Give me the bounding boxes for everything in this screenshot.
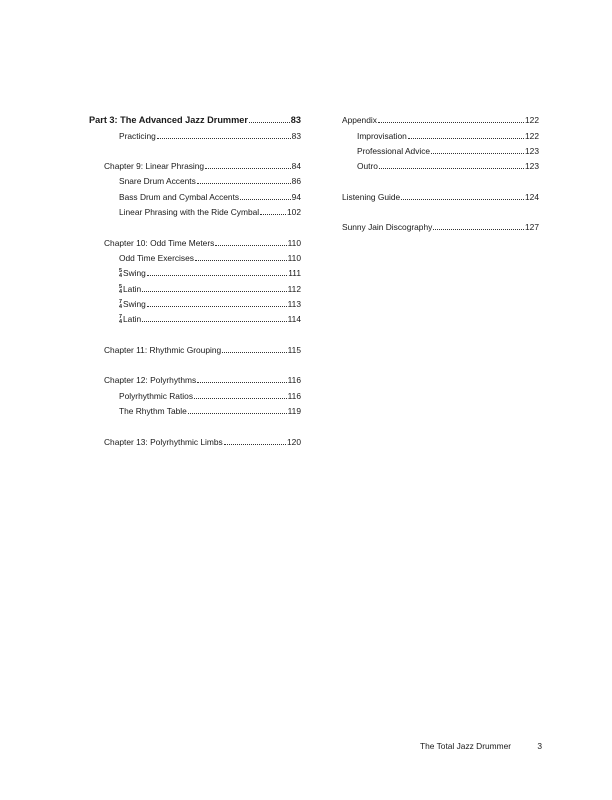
dot-leader xyxy=(195,260,287,261)
toc-spacer xyxy=(89,355,301,370)
time-signature xyxy=(119,285,122,295)
toc-entry-text: Chapter 11: Rhythmic Grouping xyxy=(104,344,222,355)
toc-entry-page: 115 xyxy=(287,344,301,355)
toc-entry-text: Bass Drum and Cymbal Accents xyxy=(119,191,240,202)
toc-entry[interactable] xyxy=(89,202,301,217)
toc-entry-label xyxy=(357,131,407,141)
toc-entry[interactable] xyxy=(89,401,301,416)
toc-entry-page: 112 xyxy=(287,283,301,294)
dot-leader xyxy=(188,413,287,414)
toc-left-column xyxy=(89,110,301,447)
toc-entry-text: Appendix xyxy=(342,115,377,126)
toc-entry-page: 113 xyxy=(287,298,301,309)
toc-entry-page: 114 xyxy=(287,314,301,325)
toc-entry-label xyxy=(119,406,187,416)
toc-entry-page: 84 xyxy=(291,161,301,172)
toc-entry-label xyxy=(342,222,432,232)
toc-entry-page: 83 xyxy=(290,115,301,126)
toc-entry-text: Snare Drum Accents xyxy=(119,176,196,187)
toc-entry[interactable] xyxy=(342,186,539,201)
toc-entry-text: Linear Phrasing with the Ride Cymbal xyxy=(119,207,260,218)
toc-entry-text: The Rhythm Table xyxy=(119,405,187,416)
time-signature xyxy=(119,269,122,279)
time-signature-top: 5 xyxy=(119,268,122,275)
dot-leader xyxy=(224,444,286,445)
toc-entry-label xyxy=(104,375,196,385)
time-signature xyxy=(119,300,122,310)
toc-entry-label xyxy=(119,176,196,186)
toc-entry-text: Swing xyxy=(123,298,146,309)
toc-entry-text: Part 3: The Advanced Jazz Drummer xyxy=(89,115,248,126)
toc-entry-text: Chapter 12: Polyrhythms xyxy=(104,375,197,386)
toc-entry[interactable] xyxy=(89,232,301,247)
dot-leader xyxy=(408,138,524,139)
time-signature-bottom: 4 xyxy=(119,303,122,310)
toc-entry-label xyxy=(104,345,221,355)
toc-entry-page: 110 xyxy=(287,237,301,248)
toc-entry-label xyxy=(104,238,214,248)
toc-entry-label xyxy=(357,161,378,171)
dot-leader xyxy=(197,183,291,184)
toc-entry[interactable] xyxy=(342,110,539,125)
toc-entry[interactable] xyxy=(89,186,301,201)
toc-entry-label xyxy=(119,131,156,141)
dot-leader xyxy=(222,352,286,353)
toc-entry[interactable] xyxy=(342,125,539,140)
dot-leader xyxy=(433,229,524,230)
dot-leader xyxy=(142,321,286,322)
toc-entry-page: 122 xyxy=(525,115,539,126)
toc-entry-page: 122 xyxy=(525,130,539,141)
toc-entry-page: 123 xyxy=(525,161,539,172)
toc-entry-page: 110 xyxy=(287,252,301,263)
toc-spacer xyxy=(342,202,539,217)
dot-leader xyxy=(197,382,286,383)
toc-spacer xyxy=(89,141,301,156)
toc-spacer xyxy=(89,416,301,431)
toc-entry-text: Chapter 13: Polyrhythmic Limbs xyxy=(104,436,223,447)
toc-entry-label xyxy=(89,115,248,125)
time-signature-bottom: 4 xyxy=(119,319,122,326)
toc-entry-label xyxy=(119,284,141,294)
toc-entry-page: 123 xyxy=(525,145,539,156)
toc-entry[interactable] xyxy=(89,431,301,446)
toc-entry[interactable] xyxy=(89,125,301,140)
toc-entry-label xyxy=(119,253,194,263)
dot-leader xyxy=(379,168,524,169)
toc-entry-page: 116 xyxy=(287,375,301,386)
toc-entry-text: Odd Time Exercises xyxy=(119,252,194,263)
toc-right-column xyxy=(342,110,539,232)
toc-entry[interactable] xyxy=(342,217,539,232)
toc-entry[interactable] xyxy=(342,156,539,171)
toc-entry-page: 86 xyxy=(291,176,301,187)
toc-entry-text: Professional Advice xyxy=(357,145,431,156)
toc-entry-text: Polyrhythmic Ratios xyxy=(119,390,194,401)
toc-entry-text: Chapter 10: Odd Time Meters xyxy=(104,237,215,248)
toc-entry[interactable] xyxy=(89,171,301,186)
toc-entry[interactable] xyxy=(89,309,301,324)
toc-entry-label xyxy=(342,192,400,202)
footer-book-title: The Total Jazz Drummer xyxy=(420,741,512,751)
time-signature-bottom: 4 xyxy=(119,273,122,280)
toc-entry-label xyxy=(119,268,146,278)
toc-entry[interactable] xyxy=(89,110,301,125)
dot-leader xyxy=(157,138,291,139)
toc-spacer xyxy=(342,171,539,186)
toc-entry-page: 119 xyxy=(287,405,301,416)
dot-leader xyxy=(147,275,287,276)
toc-spacer xyxy=(89,324,301,339)
toc-entry-text: Improvisation xyxy=(357,130,407,141)
toc-entry-page: 102 xyxy=(287,207,301,218)
toc-entry[interactable] xyxy=(89,156,301,171)
toc-entry-page: 111 xyxy=(288,268,301,279)
dot-leader xyxy=(205,168,291,169)
toc-entry-page: 83 xyxy=(291,130,301,141)
toc-entry-text: Listening Guide xyxy=(342,191,401,202)
toc-entry-text: Swing xyxy=(123,268,146,279)
time-signature-top: 7 xyxy=(119,298,122,305)
toc-entry[interactable] xyxy=(89,248,301,263)
toc-entry-text: Outro xyxy=(357,161,378,172)
toc-entry-page: 124 xyxy=(525,191,539,202)
toc-entry-label xyxy=(119,391,193,401)
toc-entry-label xyxy=(104,161,204,171)
dot-leader xyxy=(260,214,286,215)
toc-entry-label xyxy=(357,146,430,156)
time-signature-top: 7 xyxy=(119,314,122,321)
toc-entry[interactable] xyxy=(89,339,301,354)
footer-page-number: 3 xyxy=(537,741,542,751)
dot-leader xyxy=(249,122,290,123)
toc-entry[interactable] xyxy=(89,294,301,309)
toc-entry-page: 116 xyxy=(287,390,301,401)
toc-entry[interactable] xyxy=(342,141,539,156)
dot-leader xyxy=(215,245,286,246)
dot-leader xyxy=(378,122,524,123)
toc-entry[interactable] xyxy=(89,370,301,385)
toc-entry-text: Latin xyxy=(123,314,142,325)
toc-entry-label xyxy=(119,192,239,202)
toc-entry-text: Chapter 9: Linear Phrasing xyxy=(104,161,205,172)
time-signature xyxy=(119,315,122,325)
dot-leader xyxy=(147,306,287,307)
toc-entry-label xyxy=(119,314,141,324)
toc-entry-text: Sunny Jain Discography xyxy=(342,222,433,233)
toc-entry-label xyxy=(104,437,223,447)
toc-spacer xyxy=(89,217,301,232)
toc-entry-label xyxy=(119,207,259,217)
dot-leader xyxy=(401,199,524,200)
time-signature-top: 5 xyxy=(119,283,122,290)
toc-entry[interactable] xyxy=(89,263,301,278)
dot-leader xyxy=(431,153,524,154)
dot-leader xyxy=(240,199,291,200)
toc-entry-text: Practicing xyxy=(119,130,156,141)
toc-entry[interactable] xyxy=(89,278,301,293)
toc-entry-page: 94 xyxy=(291,191,301,202)
dot-leader xyxy=(142,291,286,292)
toc-entry[interactable] xyxy=(89,385,301,400)
toc-entry-page: 120 xyxy=(287,436,301,447)
toc-entry-text: Latin xyxy=(123,283,142,294)
toc-entry-label xyxy=(119,299,146,309)
toc-entry-page: 127 xyxy=(525,222,539,233)
toc-entry-label xyxy=(342,115,377,125)
time-signature-bottom: 4 xyxy=(119,288,122,295)
dot-leader xyxy=(194,398,287,399)
page-footer xyxy=(420,741,542,751)
